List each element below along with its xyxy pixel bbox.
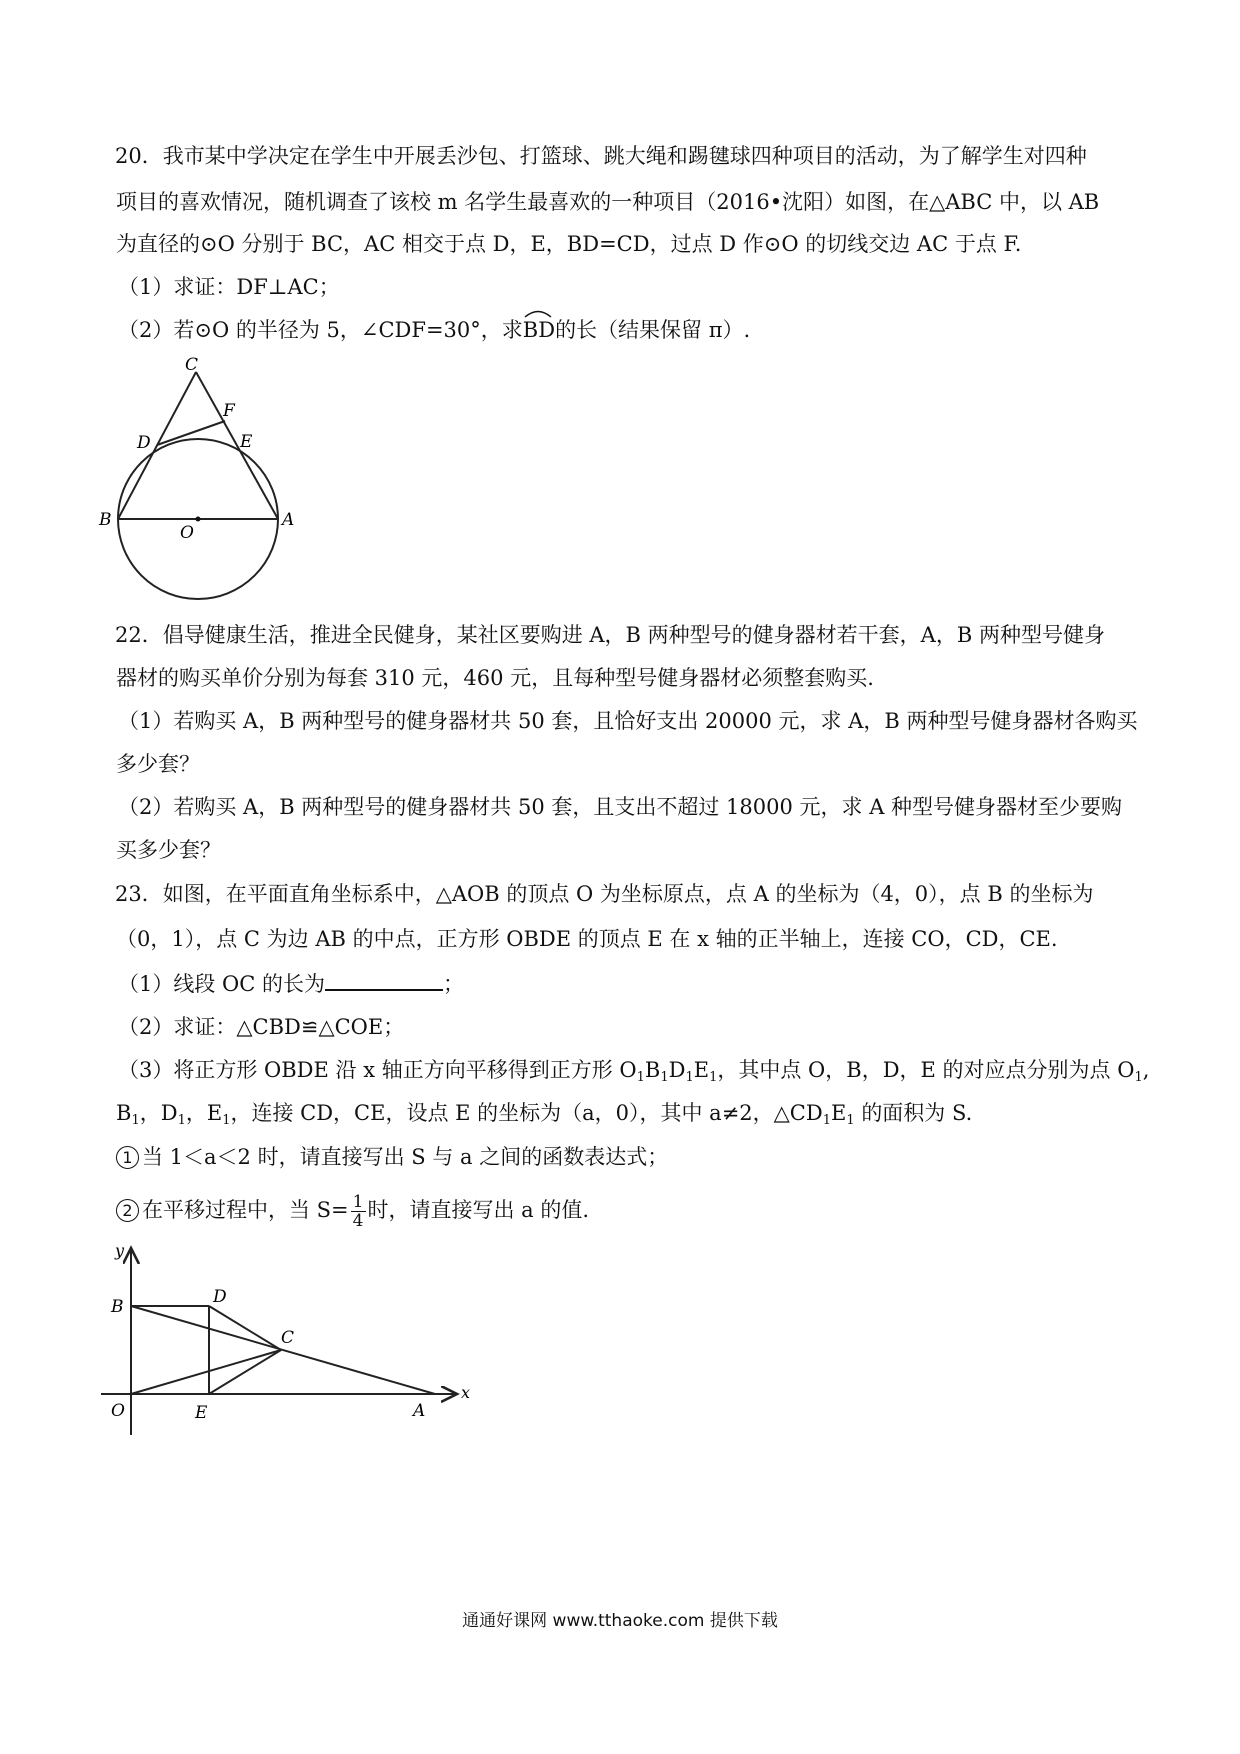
- q22-part-1-line-1: （1）若购买 A，B 两种型号的健身器材共 50 套，且恰好支出 20000 元，求 A，B 两种型号健身器材各购买: [118, 709, 1138, 733]
- q20-line-1: 20．我市某中学决定在学生中开展丢沙包、打篮球、跳大绳和踢毽球四种项目的活动，为了解学生对四种: [115, 144, 1087, 168]
- q22-line-1: 22．倡导健康生活，推进全民健身，某社区要购进 A，B 两种型号的健身器材若干套，A，B 两种型号健身: [115, 623, 1105, 647]
- label-o: O: [111, 1401, 125, 1421]
- q22-part-2-line-2: 买多少套？: [116, 838, 221, 862]
- label-d: D: [137, 433, 151, 453]
- arc-bd: BD: [523, 316, 555, 344]
- label-a: A: [413, 1401, 426, 1421]
- q20-part-2-text-a: （2）若⊙O 的半径为 5，∠CDF=30°，求: [118, 318, 523, 342]
- footer-credit: 通通好课网 www.tthaoke.com 提供下载: [462, 1611, 778, 1631]
- q23-item-2: 2 在平移过程中，当 S= $\frac{1}{4}$ 时，请直接写出 a 的值.: [116, 1193, 589, 1230]
- label-f: F: [223, 401, 235, 421]
- label-c: C: [185, 355, 199, 375]
- segment-dc: [209, 1306, 281, 1350]
- q22-part-2-line-1: （2）若购买 A，B 两种型号的健身器材共 50 套，且支出不超过 18000 元，求 A 种型号健身器材至少要购: [118, 795, 1123, 819]
- circled-number-1: 1: [116, 1146, 139, 1169]
- segment-ca: [196, 372, 278, 519]
- q20-line-2: 项目的喜欢情况，随机调查了该校 m 名学生最喜欢的一种项目（2016•沈阳）如图，在△ABC 中，以 AB: [116, 190, 1100, 214]
- q20-part-1: （1）求证：DF⊥AC；: [118, 275, 340, 299]
- q23-figure: [95, 1240, 485, 1440]
- label-a: A: [282, 510, 295, 530]
- circled-number-2: 2: [116, 1199, 139, 1222]
- q23-line-2: （0，1），点 C 为边 AB 的中点，正方形 OBDE 的顶点 E 在 x 轴的正半轴上，连接 CO，CD，CE.: [116, 927, 1058, 951]
- segment-ec: [209, 1350, 281, 1394]
- label-e: E: [240, 432, 253, 452]
- q23-part-3-line-2: $B_1$，$D_1$，$E_1$，连接 CD，CE，设点 E 的坐标为（a，0），其中 a≠2，$\triangle CD_1E_1$ 的面积为 S.: [116, 1101, 973, 1128]
- label-e: E: [195, 1403, 208, 1423]
- label-b: B: [99, 510, 112, 530]
- q23-part-1: （1）线段 OC 的长为 ；: [118, 972, 464, 996]
- q20-part-2-text-b: 的长（结果保留 π）.: [555, 318, 751, 342]
- segment-oc: [131, 1350, 281, 1394]
- q20-figure: [95, 355, 315, 600]
- q22-line-2: 器材的购买单价分别为每套 310 元，460 元，且每种型号健身器材必须整套购买.: [116, 666, 874, 690]
- q23-part-2: （2）求证：△CBD≌△COE；: [118, 1015, 405, 1039]
- label-b: B: [111, 1297, 124, 1317]
- q20-part-2: [118, 316, 750, 344]
- center-point-o: [196, 517, 201, 522]
- answer-blank: [325, 971, 443, 991]
- label-y: y: [115, 1241, 125, 1260]
- label-c: C: [281, 1328, 295, 1348]
- q20-line-3: 为直径的⊙O 分别于 BC，AC 相交于点 D，E，BD=CD，过点 D 作⊙O 的切线交边 AC 于点 F.: [116, 232, 1022, 256]
- q23-item-1: 1 当 1＜a＜2 时，请直接写出 S 与 a 之间的函数表达式；: [116, 1143, 668, 1171]
- label-x: x: [461, 1383, 471, 1402]
- q22-part-1-line-2: 多少套？: [116, 752, 200, 776]
- q23-part-3-line-1: （3）将正方形 OBDE 沿 x 轴正方向平移得到正方形 $O_1B_1D_1E_1$，其中点 O，B，D，E 的对应点分别为点 $O_1$,: [118, 1058, 1150, 1085]
- label-d: D: [213, 1287, 227, 1307]
- fraction-one-quarter: $\frac{1}{4}$: [352, 1192, 364, 1231]
- arc-symbol: [523, 308, 553, 318]
- q23-line-1: 23．如图，在平面直角坐标系中，△AOB 的顶点 O 为坐标原点，点 A 的坐标为（4，0），点 B 的坐标为: [115, 882, 1094, 906]
- label-o: O: [180, 523, 194, 543]
- segment-bc: [118, 372, 196, 519]
